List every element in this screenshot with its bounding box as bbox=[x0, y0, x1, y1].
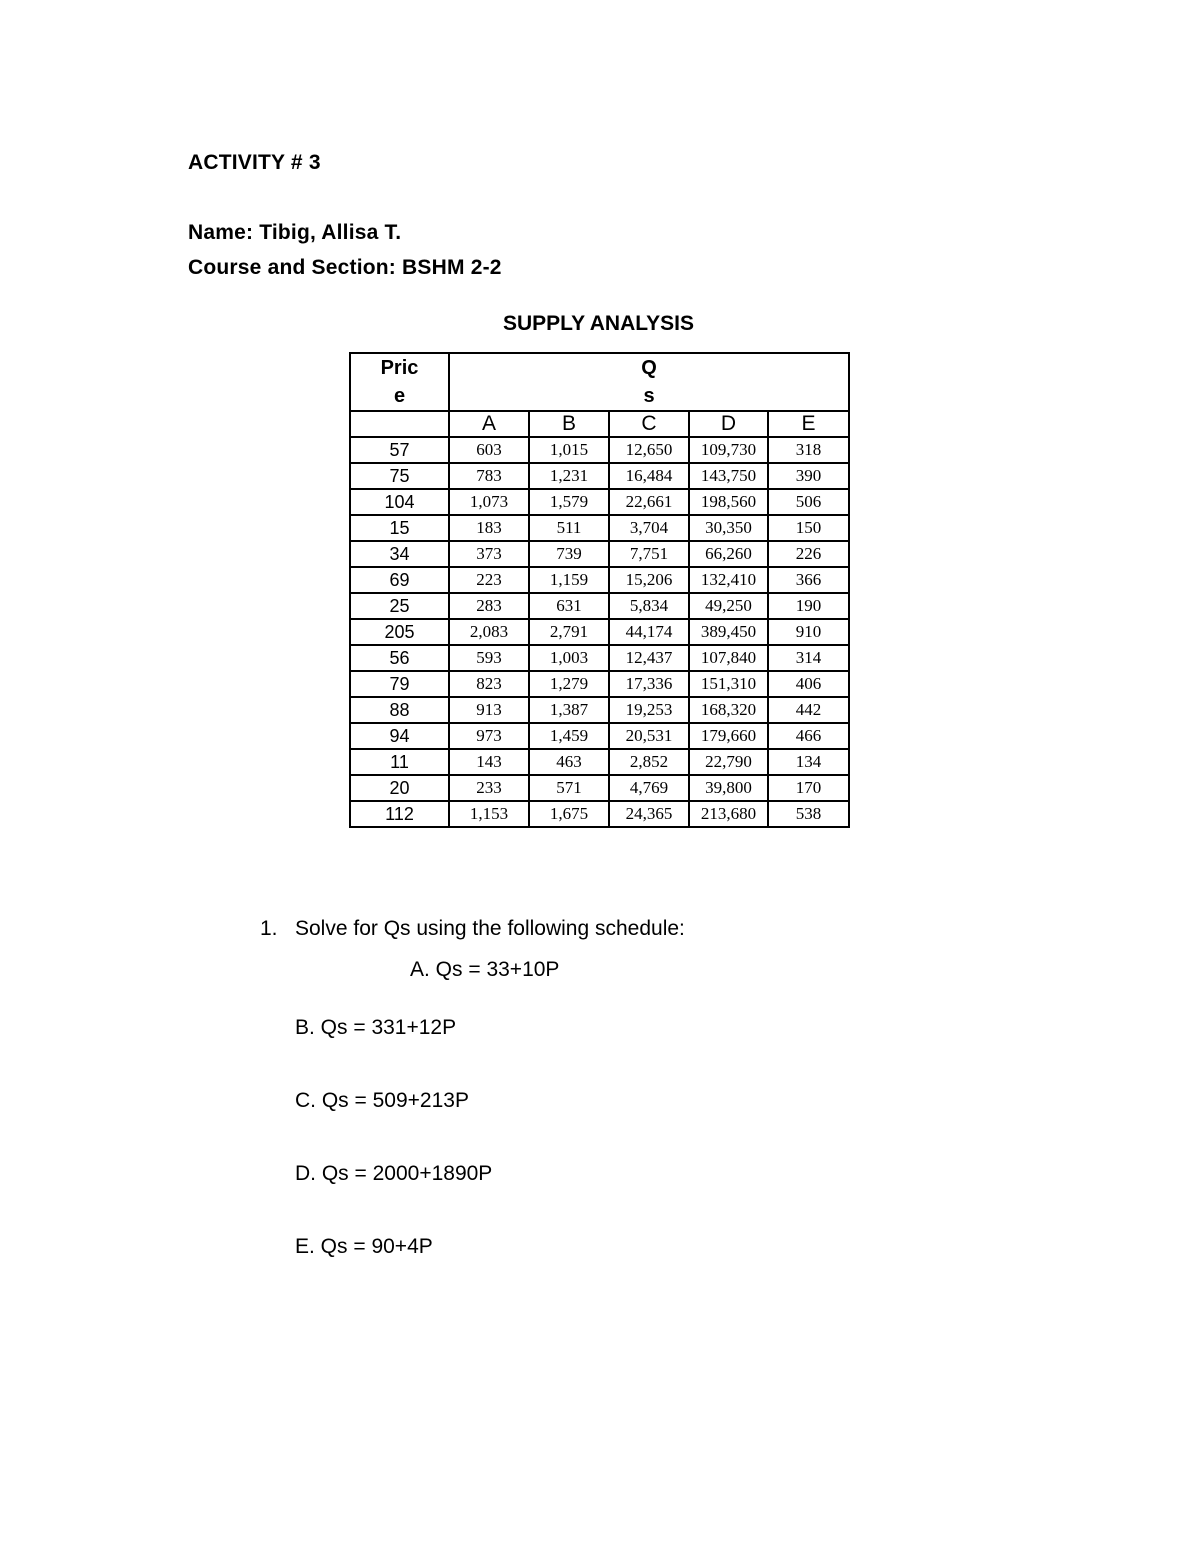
cell-qs-b: 1,279 bbox=[529, 671, 609, 697]
table-body bbox=[350, 437, 849, 827]
supply-table bbox=[349, 352, 850, 828]
cell-qs-d: 168,320 bbox=[689, 697, 768, 723]
cell-price: 79 bbox=[350, 671, 449, 697]
cell-qs-e: 314 bbox=[768, 645, 849, 671]
cell-qs-e: 190 bbox=[768, 593, 849, 619]
cell-price: 112 bbox=[350, 801, 449, 827]
table-row bbox=[350, 723, 849, 749]
cell-qs-b: 1,387 bbox=[529, 697, 609, 723]
sub-header-c: C bbox=[609, 411, 689, 437]
cell-qs-e: 134 bbox=[768, 749, 849, 775]
cell-qs-c: 2,852 bbox=[609, 749, 689, 775]
cell-qs-e: 442 bbox=[768, 697, 849, 723]
equation-e: E. Qs = 90+4P bbox=[295, 1235, 433, 1258]
cell-qs-d: 39,800 bbox=[689, 775, 768, 801]
cell-qs-c: 12,437 bbox=[609, 645, 689, 671]
cell-qs-a: 823 bbox=[449, 671, 529, 697]
table-row bbox=[350, 801, 849, 827]
cell-qs-c: 3,704 bbox=[609, 515, 689, 541]
cell-qs-b: 571 bbox=[529, 775, 609, 801]
cell-qs-d: 151,310 bbox=[689, 671, 768, 697]
cell-qs-d: 179,660 bbox=[689, 723, 768, 749]
cell-qs-c: 24,365 bbox=[609, 801, 689, 827]
sub-header-d: D bbox=[689, 411, 768, 437]
cell-qs-c: 17,336 bbox=[609, 671, 689, 697]
cell-qs-d: 389,450 bbox=[689, 619, 768, 645]
table-row bbox=[350, 515, 849, 541]
cell-qs-b: 1,159 bbox=[529, 567, 609, 593]
table-row bbox=[350, 463, 849, 489]
cell-price: 57 bbox=[350, 437, 449, 463]
cell-qs-c: 22,661 bbox=[609, 489, 689, 515]
cell-qs-a: 603 bbox=[449, 437, 529, 463]
sub-header-b: B bbox=[529, 411, 609, 437]
cell-qs-b: 1,675 bbox=[529, 801, 609, 827]
table-row bbox=[350, 775, 849, 801]
equation-a: A. Qs = 33+10P bbox=[410, 958, 560, 981]
cell-qs-e: 910 bbox=[768, 619, 849, 645]
student-name: Name: Tibig, Allisa T. bbox=[188, 221, 402, 244]
cell-qs-d: 22,790 bbox=[689, 749, 768, 775]
cell-qs-b: 1,231 bbox=[529, 463, 609, 489]
sub-header-blank bbox=[350, 411, 449, 437]
table-title: SUPPLY ANALYSIS bbox=[502, 312, 695, 335]
table-row bbox=[350, 645, 849, 671]
cell-price: 34 bbox=[350, 541, 449, 567]
table-row bbox=[350, 489, 849, 515]
cell-qs-b: 1,003 bbox=[529, 645, 609, 671]
cell-qs-e: 506 bbox=[768, 489, 849, 515]
cell-price: 25 bbox=[350, 593, 449, 619]
table-row bbox=[350, 697, 849, 723]
cell-qs-b: 1,015 bbox=[529, 437, 609, 463]
cell-qs-a: 233 bbox=[449, 775, 529, 801]
cell-qs-c: 44,174 bbox=[609, 619, 689, 645]
cell-qs-c: 12,650 bbox=[609, 437, 689, 463]
equation-c: C. Qs = 509+213P bbox=[295, 1089, 469, 1112]
cell-qs-c: 16,484 bbox=[609, 463, 689, 489]
sub-header-a: A bbox=[449, 411, 529, 437]
cell-price: 104 bbox=[350, 489, 449, 515]
cell-qs-c: 4,769 bbox=[609, 775, 689, 801]
cell-qs-e: 466 bbox=[768, 723, 849, 749]
cell-qs-c: 15,206 bbox=[609, 567, 689, 593]
cell-qs-a: 783 bbox=[449, 463, 529, 489]
cell-qs-b: 631 bbox=[529, 593, 609, 619]
cell-qs-a: 593 bbox=[449, 645, 529, 671]
activity-title: ACTIVITY # 3 bbox=[188, 151, 321, 174]
table-row bbox=[350, 593, 849, 619]
cell-qs-e: 226 bbox=[768, 541, 849, 567]
cell-qs-e: 318 bbox=[768, 437, 849, 463]
table-row bbox=[350, 437, 849, 463]
cell-qs-a: 1,153 bbox=[449, 801, 529, 827]
cell-qs-d: 49,250 bbox=[689, 593, 768, 619]
table-row bbox=[350, 567, 849, 593]
cell-qs-a: 223 bbox=[449, 567, 529, 593]
cell-qs-d: 198,560 bbox=[689, 489, 768, 515]
cell-qs-a: 373 bbox=[449, 541, 529, 567]
cell-price: 11 bbox=[350, 749, 449, 775]
header-row bbox=[350, 353, 849, 411]
cell-qs-c: 7,751 bbox=[609, 541, 689, 567]
table-row bbox=[350, 671, 849, 697]
cell-qs-c: 20,531 bbox=[609, 723, 689, 749]
cell-price: 15 bbox=[350, 515, 449, 541]
cell-qs-c: 19,253 bbox=[609, 697, 689, 723]
cell-qs-a: 183 bbox=[449, 515, 529, 541]
cell-qs-e: 390 bbox=[768, 463, 849, 489]
cell-qs-b: 511 bbox=[529, 515, 609, 541]
question-text: Solve for Qs using the following schedule: bbox=[295, 917, 685, 940]
cell-price: 69 bbox=[350, 567, 449, 593]
cell-price: 94 bbox=[350, 723, 449, 749]
qs-header bbox=[449, 353, 849, 411]
cell-qs-d: 109,730 bbox=[689, 437, 768, 463]
question-1 bbox=[260, 917, 685, 941]
cell-qs-d: 132,410 bbox=[689, 567, 768, 593]
cell-qs-e: 406 bbox=[768, 671, 849, 697]
cell-qs-e: 538 bbox=[768, 801, 849, 827]
cell-qs-a: 913 bbox=[449, 697, 529, 723]
cell-qs-e: 150 bbox=[768, 515, 849, 541]
course-section: Course and Section: BSHM 2-2 bbox=[188, 256, 502, 279]
cell-qs-d: 66,260 bbox=[689, 541, 768, 567]
table-row bbox=[350, 749, 849, 775]
price-header-label: Price bbox=[380, 357, 419, 407]
qs-header-label: Qs bbox=[641, 357, 657, 407]
cell-qs-d: 143,750 bbox=[689, 463, 768, 489]
cell-qs-e: 366 bbox=[768, 567, 849, 593]
cell-qs-b: 463 bbox=[529, 749, 609, 775]
cell-qs-a: 2,083 bbox=[449, 619, 529, 645]
cell-qs-d: 213,680 bbox=[689, 801, 768, 827]
price-header bbox=[350, 353, 449, 411]
cell-price: 20 bbox=[350, 775, 449, 801]
cell-qs-b: 1,579 bbox=[529, 489, 609, 515]
sub-header-e: E bbox=[768, 411, 849, 437]
cell-price: 88 bbox=[350, 697, 449, 723]
cell-price: 205 bbox=[350, 619, 449, 645]
cell-qs-a: 143 bbox=[449, 749, 529, 775]
cell-price: 75 bbox=[350, 463, 449, 489]
cell-qs-a: 1,073 bbox=[449, 489, 529, 515]
cell-qs-b: 739 bbox=[529, 541, 609, 567]
cell-price: 56 bbox=[350, 645, 449, 671]
cell-qs-a: 283 bbox=[449, 593, 529, 619]
cell-qs-d: 30,350 bbox=[689, 515, 768, 541]
sub-header-row bbox=[350, 411, 849, 437]
cell-qs-d: 107,840 bbox=[689, 645, 768, 671]
cell-qs-e: 170 bbox=[768, 775, 849, 801]
question-number: 1. bbox=[260, 917, 278, 940]
cell-qs-b: 1,459 bbox=[529, 723, 609, 749]
table-row bbox=[350, 619, 849, 645]
cell-qs-b: 2,791 bbox=[529, 619, 609, 645]
equation-b: B. Qs = 331+12P bbox=[295, 1016, 457, 1039]
cell-qs-a: 973 bbox=[449, 723, 529, 749]
equation-d: D. Qs = 2000+1890P bbox=[295, 1162, 493, 1185]
table-row bbox=[350, 541, 849, 567]
cell-qs-c: 5,834 bbox=[609, 593, 689, 619]
